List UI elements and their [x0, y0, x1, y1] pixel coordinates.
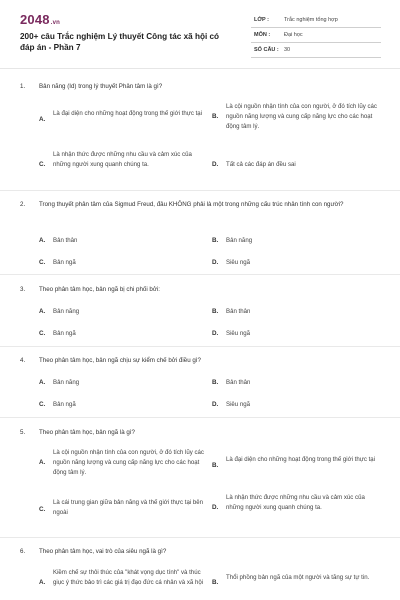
- option-label: A.: [39, 237, 46, 244]
- option-label: B.: [212, 462, 219, 469]
- option-text: Bản năng: [53, 379, 80, 386]
- option-label: A.: [39, 116, 46, 123]
- header-separator: [0, 68, 400, 69]
- question-divider: [0, 274, 400, 275]
- option-text: Thổi phồng bản ngã của một người và tăng sự tự tin.: [226, 574, 370, 581]
- option-label: D.: [212, 401, 219, 408]
- meta-key: SỐ CÂU :: [254, 47, 279, 53]
- option-text: Bản năng: [226, 237, 253, 244]
- option-text: Là đại diện cho những hoạt động trong thế giới thực tại: [226, 456, 376, 463]
- meta-value: Trắc nghiệm tổng hợp: [284, 17, 338, 23]
- question-text: Theo phân tâm học, bản ngã bị chi phối bởi:: [39, 286, 161, 293]
- question-divider: [0, 346, 400, 347]
- question-number: 4.: [20, 357, 26, 364]
- option-text: Bản thân: [226, 308, 251, 315]
- meta-row-count: [251, 43, 381, 58]
- option-text: Kiềm chế sự thôi thúc của "khát vọng dục tính" và thúc giục ý thức bảo trì các giá trị đạo đức cá nhân và xã hội: [53, 569, 204, 586]
- question-number: 6.: [20, 548, 26, 555]
- document-header: [0, 0, 400, 66]
- option-label: B.: [212, 379, 219, 386]
- meta-key: MÔN :: [254, 32, 271, 38]
- option-text: Là đại diện cho những hoạt động trong thế giới thực tại: [53, 110, 203, 117]
- meta-value: Đại học: [284, 32, 303, 38]
- option-text: Bản ngã: [53, 330, 76, 337]
- option-text: Siêu ngã: [226, 330, 251, 337]
- question-number: 1.: [20, 83, 26, 90]
- meta-table: [251, 13, 381, 58]
- option-label: A.: [39, 459, 46, 466]
- option-label: C.: [39, 401, 46, 408]
- question-divider: [0, 190, 400, 191]
- option-text: Siêu ngã: [226, 259, 251, 266]
- question-divider: [0, 537, 400, 538]
- question-text: Theo phân tâm học, vai trò của siêu ngã là gì?: [39, 548, 167, 555]
- option-text: Là nhận thức được những nhu cầu và cảm xúc của những người xung quanh chúng ta.: [226, 494, 365, 511]
- option-label: A.: [39, 579, 46, 586]
- option-text: Bản thân: [53, 237, 78, 244]
- option-label: A.: [39, 379, 46, 386]
- option-label: C.: [39, 259, 46, 266]
- option-text: Là cội nguồn nhận tính của con người, ở đó tích lũy các nguồn năng lượng và cung cấp năng lực cho các hoạt động tâm lý.: [53, 449, 204, 476]
- option-text: Là nhận thức được những nhu cầu và cảm xúc của những người xung quanh chúng ta.: [53, 151, 192, 168]
- option-text: Bản thân: [226, 379, 251, 386]
- meta-row-subject: [251, 28, 381, 43]
- option-text: Bản ngã: [53, 259, 76, 266]
- option-label: D.: [212, 259, 219, 266]
- question-number: 5.: [20, 429, 26, 436]
- question-text: Theo phân tâm học, bản ngã chịu sự kiểm chế bởi điều gì?: [39, 357, 201, 364]
- option-label: D.: [212, 330, 219, 337]
- option-label: A.: [39, 308, 46, 315]
- meta-key: LỚP :: [254, 17, 269, 23]
- meta-value: 30: [284, 47, 291, 53]
- option-label: C.: [39, 506, 46, 513]
- option-text: Là cội nguồn nhận tính của con người, ở đó tích lũy các nguồn năng lượng và cung cấp năng lực cho các hoạt động tâm lý.: [226, 103, 377, 130]
- option-label: B.: [212, 113, 219, 120]
- question-number: 2.: [20, 201, 26, 208]
- question-text: Theo phân tâm học, bản ngã là gì?: [39, 429, 135, 436]
- option-text: Siêu ngã: [226, 401, 251, 408]
- option-label: C.: [39, 161, 46, 168]
- option-text: Tất cả các đáp án đều sai: [226, 161, 296, 168]
- meta-row-class: [251, 13, 381, 28]
- site-logo[interactable]: [20, 12, 60, 27]
- option-label: D.: [212, 504, 219, 511]
- question-divider: [0, 417, 400, 418]
- question-text: Bản năng (Id) trong lý thuyết Phân tâm là gì?: [39, 83, 163, 90]
- logo-suffix: .vn: [50, 20, 61, 26]
- option-label: B.: [212, 579, 219, 586]
- option-text: Bản ngã: [53, 401, 76, 408]
- question-text: Trong thuyết phân tâm của Sigmud Freud, đâu KHÔNG phải là một trong những cấu trúc nhân tính con người?: [39, 201, 344, 208]
- option-text: Bản năng: [53, 308, 80, 315]
- option-label: B.: [212, 308, 219, 315]
- option-text: Là cái trung gian giữa bản năng và thế giới thực tại bên ngoài: [53, 499, 204, 516]
- question-number: 3.: [20, 286, 26, 293]
- option-label: D.: [212, 161, 219, 168]
- option-label: B.: [212, 237, 219, 244]
- option-label: C.: [39, 330, 46, 337]
- logo-text: 2048: [20, 12, 50, 27]
- document-title: 200+ câu Trắc nghiệm Lý thuyết Công tác xã hội có đáp án - Phần 7: [20, 32, 220, 52]
